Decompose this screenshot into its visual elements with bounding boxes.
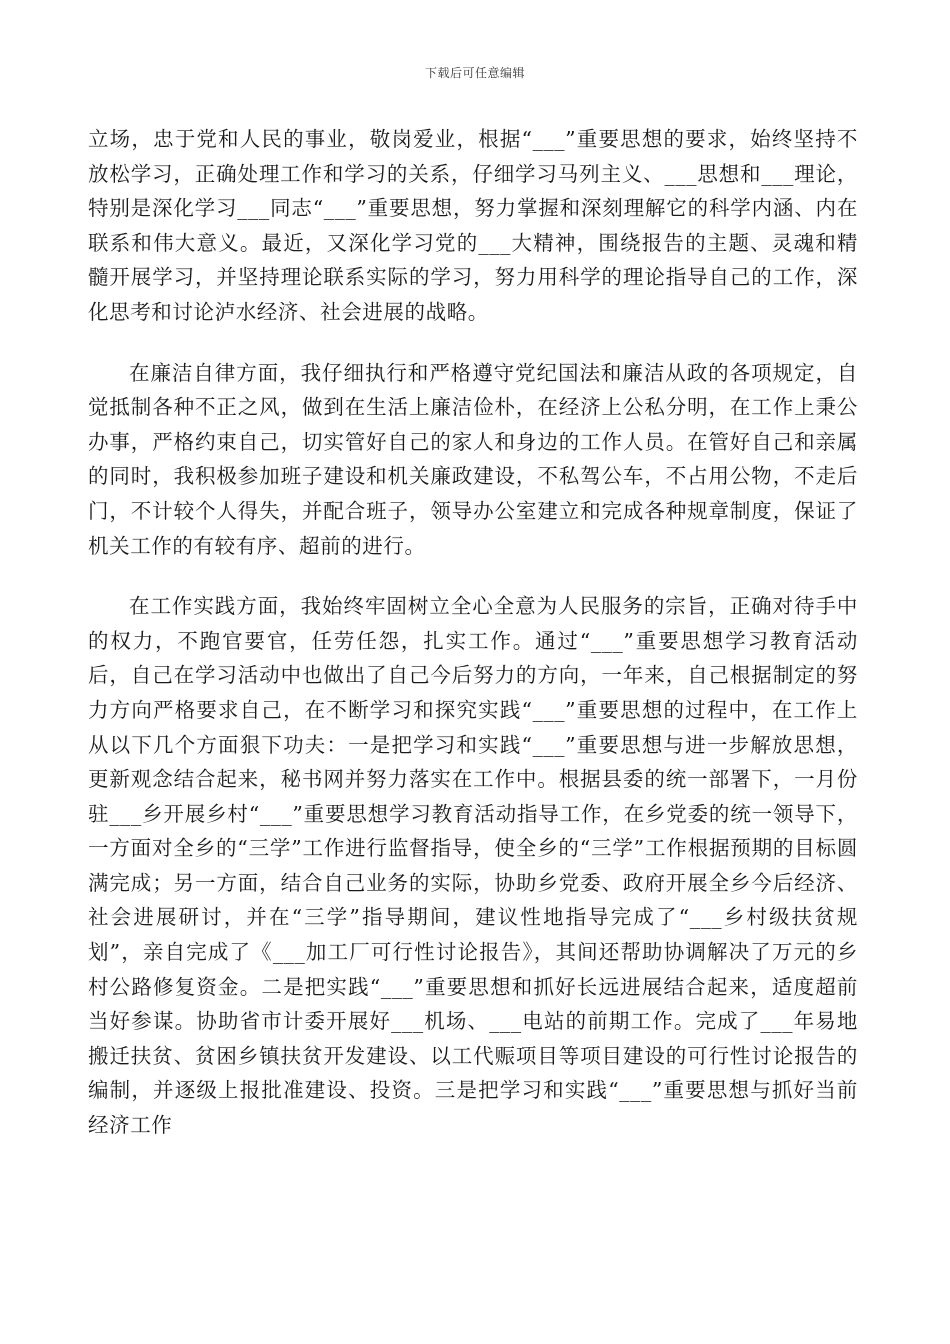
paragraph-study: 立场，忠于党和人民的事业，敬岗爱业，根据“___”重要思想的要求，始终坚持不放松学习，正确处理工作和学习的关系，仔细学习马列主义、___思想和___理论，特别是深化学习___同志“___”重要思想，努力掌握和深刻理解它的科学内涵、内在联系和伟大意义。最近，又深化学习党的___大精神，围绕报告的主题、灵魂和精髓开展学习，并坚持理论联系实际的学习，努力用科学的理论指导自己的工作，深化思考和讨论泸水经济、社会进展的战略。 bbox=[88, 127, 858, 324]
paragraph-work-practice: 在工作实践方面，我始终牢固树立全心全意为人民服务的宗旨，正确对待手中的权力，不跑官要官，任劳任怨，扎实工作。通过“___”重要思想学习教育活动后，自己在学习活动中也做出了自己今后努力的方向，一年来，自己根据制定的努力方向严格要求自己，在不断学习和探究实践“___”重要思想的过程中，在工作上从以下几个方面狠下功夫：一是把学习和实践“___”重要思想与进一步解放思想，更新观念结合起来，秘书网并努力落实在工作中。根据县委的统一部署下，一月份驻___乡开展乡村“___”重要思想学习教育活动指导工作，在乡党委的统一领导下，一方面对全乡的“三学”工作进行监督指导，使全乡的“三学”工作根据预期的目标圆满完成；另一方面，结合自己业务的实际，协助乡党委、政府开展全乡今后经济、社会进展研讨，并在“三学”指导期间，建议性地指导完成了“___乡村级扶贫规划”，亲自完成了《___加工厂可行性讨论报告》，其间还帮助协调解决了万元的乡村公路修复资金。二是把实践“___”重要思想和抓好长远进展结合起来，适度超前当好参谋。协助省市计委开展好___机场、___电站的前期工作。完成了___年易地搬迁扶贫、贫困乡镇扶贫开发建设、以工代赈项目等项目建设的可行性讨论报告的编制，并逐级上报批准建设、投资。三是把学习和实践“___”重要思想与抓好当前经济工作 bbox=[88, 594, 858, 1138]
paragraph-integrity: 在廉洁自律方面，我仔细执行和严格遵守党纪国法和廉洁从政的各项规定，自觉抵制各种不正之风，做到在生活上廉洁俭朴，在经济上公私分明，在工作上秉公办事，严格约束自己，切实管好自己的家人和身边的工作人员。在管好自己和亲属的同时，我积极参加班子建设和机关廉政建设，不私驾公车，不占用公物，不走后门，不计较个人得失，并配合班子，领导办公室建立和完成各种规章制度，保证了机关工作的有较有序、超前的进行。 bbox=[88, 360, 858, 558]
page-header: 下载后可任意编辑 bbox=[424, 66, 525, 80]
document-body bbox=[88, 122, 858, 1169]
